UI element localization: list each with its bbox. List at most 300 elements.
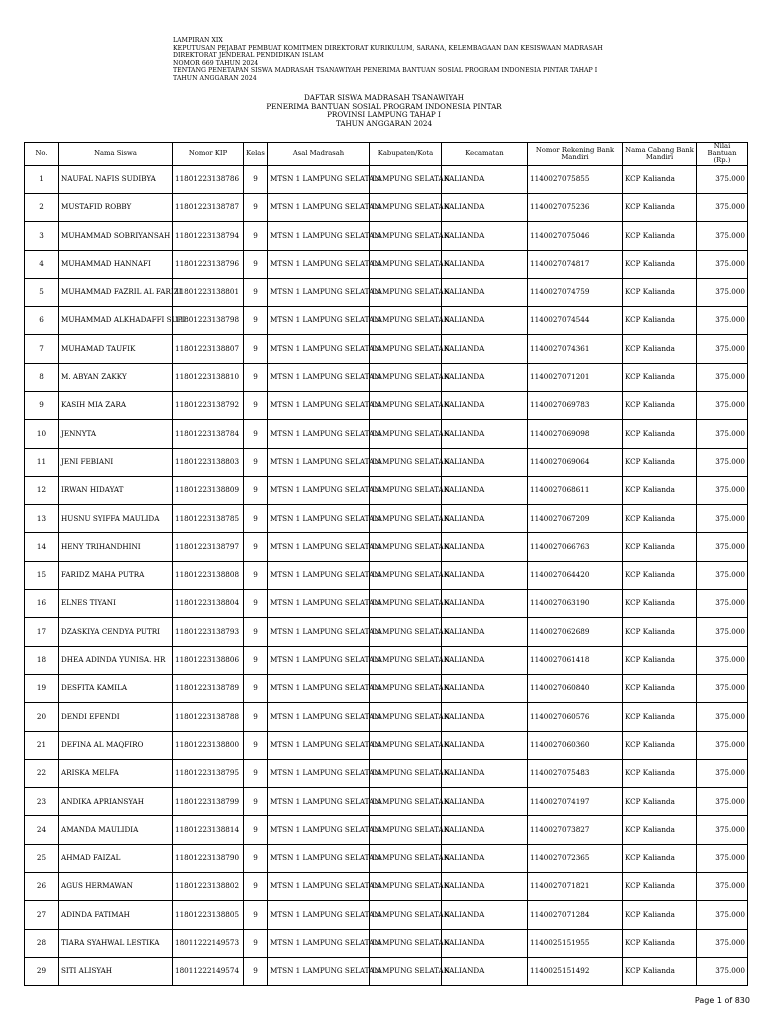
table-header-row: [25, 143, 748, 166]
cell-cabang: KCP Kalianda: [623, 448, 697, 476]
table-row: [25, 674, 748, 702]
cell-kip: 11801223138809: [173, 476, 244, 504]
cell-madrasah: MTSN 1 LAMPUNG SELATAN: [268, 222, 370, 250]
cell-kelas: 9: [244, 929, 268, 957]
cell-no: 22: [25, 759, 59, 787]
cell-nama: JENI FEBIANI: [59, 448, 173, 476]
cell-rekening: 1140027069783: [528, 391, 623, 419]
cell-cabang: KCP Kalianda: [623, 250, 697, 278]
cell-kecamatan: KALIANDA: [442, 901, 528, 929]
cell-rekening: 1140027075483: [528, 759, 623, 787]
cell-kabupaten: LAMPUNG SELATAN: [370, 278, 442, 306]
cell-kabupaten: LAMPUNG SELATAN: [370, 335, 442, 363]
table-row: [25, 759, 748, 787]
cell-madrasah: MTSN 1 LAMPUNG SELATAN: [268, 703, 370, 731]
cell-nama: DHEA ADINDA YUNISA. HR: [59, 646, 173, 674]
table-row: [25, 391, 748, 419]
cell-no: 24: [25, 816, 59, 844]
cell-kip: 11801223138784: [173, 420, 244, 448]
cell-no: 2: [25, 193, 59, 221]
cell-rekening: 1140025151955: [528, 929, 623, 957]
cell-nilai: 375.000: [697, 222, 748, 250]
cell-kelas: 9: [244, 618, 268, 646]
cell-kelas: 9: [244, 703, 268, 731]
cell-rekening: 1140027060360: [528, 731, 623, 759]
title-line: PENERIMA BANTUAN SOSIAL PROGRAM INDONESIA PINTAR: [266, 101, 502, 111]
cell-kip: 11801223138794: [173, 222, 244, 250]
cell-kecamatan: KALIANDA: [442, 957, 528, 985]
cell-no: 16: [25, 590, 59, 618]
cell-kip: 11801223138800: [173, 731, 244, 759]
cell-kelas: 9: [244, 844, 268, 872]
cell-cabang: KCP Kalianda: [623, 816, 697, 844]
cell-nama: MUHAMMAD HANNAFI: [59, 250, 173, 278]
cell-kabupaten: LAMPUNG SELATAN: [370, 618, 442, 646]
cell-kecamatan: KALIANDA: [442, 929, 528, 957]
cell-kabupaten: LAMPUNG SELATAN: [370, 901, 442, 929]
cell-cabang: KCP Kalianda: [623, 957, 697, 985]
cell-nilai: 375.000: [697, 476, 748, 504]
cell-kabupaten: LAMPUNG SELATAN: [370, 816, 442, 844]
cell-madrasah: MTSN 1 LAMPUNG SELATAN: [268, 957, 370, 985]
cell-madrasah: MTSN 1 LAMPUNG SELATAN: [268, 731, 370, 759]
cell-kip: 11801223138798: [173, 307, 244, 335]
cell-no: 27: [25, 901, 59, 929]
table-row: [25, 335, 748, 363]
cell-rekening: 1140027069064: [528, 448, 623, 476]
cell-kecamatan: KALIANDA: [442, 759, 528, 787]
cell-kabupaten: LAMPUNG SELATAN: [370, 674, 442, 702]
cell-kip: 11801223138789: [173, 674, 244, 702]
cell-no: 9: [25, 391, 59, 419]
cell-kelas: 9: [244, 476, 268, 504]
cell-madrasah: MTSN 1 LAMPUNG SELATAN: [268, 505, 370, 533]
cell-rekening: 1140027063190: [528, 590, 623, 618]
cell-nilai: 375.000: [697, 391, 748, 419]
cell-nama: SITI ALISYAH: [59, 957, 173, 985]
cell-rekening: 1140027074817: [528, 250, 623, 278]
cell-kelas: 9: [244, 250, 268, 278]
cell-rekening: 1140027074544: [528, 307, 623, 335]
cell-nama: NAUFAL NAFIS SUDIBYA: [59, 165, 173, 193]
header-line: KEPUTUSAN PEJABAT PEMBUAT KOMITMEN DIREKTORAT KURIKULUM, SARANA, KELEMBAGAAN DAN KESISWAAN MADRASAH: [173, 44, 603, 52]
cell-kecamatan: KALIANDA: [442, 844, 528, 872]
cell-nama: HENY TRIHANDHINI: [59, 533, 173, 561]
cell-cabang: KCP Kalianda: [623, 363, 697, 391]
cell-nilai: 375.000: [697, 165, 748, 193]
cell-nama: FARIDZ MAHA PUTRA: [59, 561, 173, 589]
cell-kip: 11801223138806: [173, 646, 244, 674]
cell-no: 7: [25, 335, 59, 363]
cell-nilai: 375.000: [697, 448, 748, 476]
cell-kelas: 9: [244, 590, 268, 618]
cell-kecamatan: KALIANDA: [442, 420, 528, 448]
cell-rekening: 1140027069098: [528, 420, 623, 448]
table-row: [25, 646, 748, 674]
cell-cabang: KCP Kalianda: [623, 476, 697, 504]
cell-no: 15: [25, 561, 59, 589]
cell-kecamatan: KALIANDA: [442, 703, 528, 731]
cell-cabang: KCP Kalianda: [623, 193, 697, 221]
header-line: LAMPIRAN XIX: [173, 37, 223, 44]
table-row: [25, 788, 748, 816]
cell-rekening: 1140027064420: [528, 561, 623, 589]
cell-cabang: KCP Kalianda: [623, 505, 697, 533]
table-row: [25, 476, 748, 504]
cell-nilai: 375.000: [697, 533, 748, 561]
cell-no: 1: [25, 165, 59, 193]
cell-no: 23: [25, 788, 59, 816]
cell-kecamatan: KALIANDA: [442, 533, 528, 561]
cell-no: 13: [25, 505, 59, 533]
cell-kabupaten: LAMPUNG SELATAN: [370, 476, 442, 504]
cell-madrasah: MTSN 1 LAMPUNG SELATAN: [268, 533, 370, 561]
cell-cabang: KCP Kalianda: [623, 590, 697, 618]
col-header-no: No.: [25, 143, 59, 166]
cell-nilai: 375.000: [697, 505, 748, 533]
cell-kelas: 9: [244, 646, 268, 674]
cell-kelas: 9: [244, 193, 268, 221]
col-header-kecamatan: Kecamatan: [442, 143, 528, 166]
cell-nilai: 375.000: [697, 844, 748, 872]
cell-madrasah: MTSN 1 LAMPUNG SELATAN: [268, 901, 370, 929]
cell-nilai: 375.000: [697, 901, 748, 929]
cell-kecamatan: KALIANDA: [442, 448, 528, 476]
cell-madrasah: MTSN 1 LAMPUNG SELATAN: [268, 873, 370, 901]
cell-kecamatan: KALIANDA: [442, 505, 528, 533]
table-row: [25, 873, 748, 901]
cell-nama: MUSTAFID ROBBY: [59, 193, 173, 221]
table-row: [25, 448, 748, 476]
cell-cabang: KCP Kalianda: [623, 901, 697, 929]
cell-no: 14: [25, 533, 59, 561]
cell-madrasah: MTSN 1 LAMPUNG SELATAN: [268, 476, 370, 504]
cell-nilai: 375.000: [697, 590, 748, 618]
cell-nama: DEFINA AL MAQFIRO: [59, 731, 173, 759]
cell-kip: 11801223138787: [173, 193, 244, 221]
table-row: [25, 420, 748, 448]
cell-no: 19: [25, 674, 59, 702]
cell-cabang: KCP Kalianda: [623, 307, 697, 335]
cell-kelas: 9: [244, 533, 268, 561]
cell-cabang: KCP Kalianda: [623, 391, 697, 419]
cell-nama: AMANDA MAULIDIA: [59, 816, 173, 844]
cell-rekening: 1140027061418: [528, 646, 623, 674]
cell-cabang: KCP Kalianda: [623, 674, 697, 702]
col-header-kip: Nomor KIP: [173, 143, 244, 166]
cell-kecamatan: KALIANDA: [442, 561, 528, 589]
cell-kelas: 9: [244, 278, 268, 306]
cell-kabupaten: LAMPUNG SELATAN: [370, 731, 442, 759]
cell-nama: DESFITA KAMILA: [59, 674, 173, 702]
cell-madrasah: MTSN 1 LAMPUNG SELATAN: [268, 278, 370, 306]
cell-kip: 18011222149574: [173, 957, 244, 985]
cell-nilai: 375.000: [697, 420, 748, 448]
cell-nilai: 375.000: [697, 816, 748, 844]
cell-no: 3: [25, 222, 59, 250]
cell-no: 11: [25, 448, 59, 476]
cell-kabupaten: LAMPUNG SELATAN: [370, 448, 442, 476]
table-row: [25, 731, 748, 759]
col-header-nama: Nama Siswa: [59, 143, 173, 166]
header-line: DIREKTORAT JENDERAL PENDIDIKAN ISLAM: [173, 52, 324, 60]
cell-kelas: 9: [244, 816, 268, 844]
cell-nama: HUSNU SYIFFA MAULIDA: [59, 505, 173, 533]
cell-nama: MUHAMMAD FAZRIL AL FARIZI: [59, 278, 173, 306]
cell-kabupaten: LAMPUNG SELATAN: [370, 505, 442, 533]
cell-no: 21: [25, 731, 59, 759]
table-row: [25, 165, 748, 193]
cell-no: 28: [25, 929, 59, 957]
cell-kelas: 9: [244, 391, 268, 419]
col-header-madrasah: Asal Madrasah: [268, 143, 370, 166]
cell-nilai: 375.000: [697, 307, 748, 335]
cell-kecamatan: KALIANDA: [442, 731, 528, 759]
document-title: [0, 94, 768, 128]
table-row: [25, 193, 748, 221]
cell-no: 6: [25, 307, 59, 335]
cell-cabang: KCP Kalianda: [623, 788, 697, 816]
header-line: TENTANG PENETAPAN SISWA MADRASAH TSANAWIYAH PENERIMA BANTUAN SOSIAL PROGRAM INDONESIA PINTAR TAHAP I: [173, 67, 598, 75]
cell-kip: 11801223138814: [173, 816, 244, 844]
cell-no: 20: [25, 703, 59, 731]
cell-kip: 11801223138805: [173, 901, 244, 929]
cell-nilai: 375.000: [697, 646, 748, 674]
cell-cabang: KCP Kalianda: [623, 873, 697, 901]
cell-kecamatan: KALIANDA: [442, 618, 528, 646]
table-row: [25, 250, 748, 278]
table-row: [25, 533, 748, 561]
cell-rekening: 1140027071284: [528, 901, 623, 929]
cell-nama: AHMAD FAIZAL: [59, 844, 173, 872]
cell-nilai: 375.000: [697, 788, 748, 816]
title-line: TAHUN ANGGARAN 2024: [335, 118, 433, 128]
cell-cabang: KCP Kalianda: [623, 703, 697, 731]
cell-kecamatan: KALIANDA: [442, 250, 528, 278]
cell-kecamatan: KALIANDA: [442, 816, 528, 844]
cell-no: 5: [25, 278, 59, 306]
table-row: [25, 844, 748, 872]
cell-kip: 11801223138785: [173, 505, 244, 533]
cell-madrasah: MTSN 1 LAMPUNG SELATAN: [268, 759, 370, 787]
cell-nama: TIARA SYAHWAL LESTIKA: [59, 929, 173, 957]
cell-madrasah: MTSN 1 LAMPUNG SELATAN: [268, 193, 370, 221]
cell-cabang: KCP Kalianda: [623, 646, 697, 674]
cell-kecamatan: KALIANDA: [442, 278, 528, 306]
cell-kecamatan: KALIANDA: [442, 788, 528, 816]
cell-rekening: 1140027067209: [528, 505, 623, 533]
cell-nama: DZASKIYA CENDYA PUTRI: [59, 618, 173, 646]
cell-no: 12: [25, 476, 59, 504]
cell-kelas: 9: [244, 363, 268, 391]
cell-kelas: 9: [244, 731, 268, 759]
cell-cabang: KCP Kalianda: [623, 731, 697, 759]
cell-kip: 11801223138810: [173, 363, 244, 391]
cell-kecamatan: KALIANDA: [442, 590, 528, 618]
cell-kabupaten: LAMPUNG SELATAN: [370, 561, 442, 589]
col-header-rekening: Nomor Rekening Bank Mandiri: [528, 143, 623, 166]
cell-kabupaten: LAMPUNG SELATAN: [370, 307, 442, 335]
cell-nama: ARISKA MELFA: [59, 759, 173, 787]
header-line: NOMOR 669 TAHUN 2024: [173, 59, 259, 67]
cell-nilai: 375.000: [697, 278, 748, 306]
cell-kelas: 9: [244, 448, 268, 476]
cell-kabupaten: LAMPUNG SELATAN: [370, 165, 442, 193]
cell-kabupaten: LAMPUNG SELATAN: [370, 646, 442, 674]
table-row: [25, 703, 748, 731]
cell-kip: 11801223138797: [173, 533, 244, 561]
cell-madrasah: MTSN 1 LAMPUNG SELATAN: [268, 788, 370, 816]
cell-cabang: KCP Kalianda: [623, 420, 697, 448]
cell-rekening: 1140025151492: [528, 957, 623, 985]
cell-nama: JENNYTA: [59, 420, 173, 448]
table-row: [25, 278, 748, 306]
cell-kabupaten: LAMPUNG SELATAN: [370, 929, 442, 957]
table-row: [25, 901, 748, 929]
cell-nama: IRWAN HIDAYAT: [59, 476, 173, 504]
cell-kip: 11801223138801: [173, 278, 244, 306]
cell-rekening: 1140027074361: [528, 335, 623, 363]
cell-rekening: 1140027075855: [528, 165, 623, 193]
title-line: PROVINSI LAMPUNG TAHAP I: [327, 110, 441, 120]
table-row: [25, 561, 748, 589]
cell-kelas: 9: [244, 165, 268, 193]
cell-nilai: 375.000: [697, 703, 748, 731]
cell-kelas: 9: [244, 505, 268, 533]
cell-madrasah: MTSN 1 LAMPUNG SELATAN: [268, 618, 370, 646]
cell-kabupaten: LAMPUNG SELATAN: [370, 590, 442, 618]
col-header-cabang: Nama Cabang Bank Mandiri: [623, 143, 697, 166]
cell-nama: ANDIKA APRIANSYAH: [59, 788, 173, 816]
cell-nama: M. ABYAN ZAKKY: [59, 363, 173, 391]
cell-kecamatan: KALIANDA: [442, 646, 528, 674]
cell-madrasah: MTSN 1 LAMPUNG SELATAN: [268, 448, 370, 476]
cell-madrasah: MTSN 1 LAMPUNG SELATAN: [268, 816, 370, 844]
cell-madrasah: MTSN 1 LAMPUNG SELATAN: [268, 844, 370, 872]
cell-nilai: 375.000: [697, 759, 748, 787]
cell-madrasah: MTSN 1 LAMPUNG SELATAN: [268, 391, 370, 419]
cell-kabupaten: LAMPUNG SELATAN: [370, 222, 442, 250]
cell-kelas: 9: [244, 674, 268, 702]
cell-rekening: 1140027072365: [528, 844, 623, 872]
cell-nama: MUHAMMAD SOBRIYANSAH: [59, 222, 173, 250]
cell-no: 26: [25, 873, 59, 901]
cell-nilai: 375.000: [697, 674, 748, 702]
cell-kecamatan: KALIANDA: [442, 476, 528, 504]
cell-nama: DENDI EFENDI: [59, 703, 173, 731]
cell-kecamatan: KALIANDA: [442, 222, 528, 250]
cell-kip: 11801223138790: [173, 844, 244, 872]
cell-no: 17: [25, 618, 59, 646]
header-line: TAHUN ANGGARAN 2024: [173, 74, 257, 82]
table-row: [25, 618, 748, 646]
cell-kip: 11801223138804: [173, 590, 244, 618]
cell-kip: 11801223138807: [173, 335, 244, 363]
cell-cabang: KCP Kalianda: [623, 533, 697, 561]
cell-madrasah: MTSN 1 LAMPUNG SELATAN: [268, 250, 370, 278]
table-row: [25, 363, 748, 391]
cell-kabupaten: LAMPUNG SELATAN: [370, 363, 442, 391]
cell-rekening: 1140027074197: [528, 788, 623, 816]
cell-kecamatan: KALIANDA: [442, 335, 528, 363]
table-row: [25, 307, 748, 335]
cell-nilai: 375.000: [697, 731, 748, 759]
cell-nilai: 375.000: [697, 561, 748, 589]
cell-madrasah: MTSN 1 LAMPUNG SELATAN: [268, 590, 370, 618]
cell-madrasah: MTSN 1 LAMPUNG SELATAN: [268, 646, 370, 674]
cell-madrasah: MTSN 1 LAMPUNG SELATAN: [268, 674, 370, 702]
cell-nilai: 375.000: [697, 250, 748, 278]
cell-kelas: 9: [244, 759, 268, 787]
cell-kelas: 9: [244, 307, 268, 335]
cell-nama: MUHAMMAD ALKHADAFFI SUPI: [59, 307, 173, 335]
cell-nilai: 375.000: [697, 873, 748, 901]
cell-kabupaten: LAMPUNG SELATAN: [370, 788, 442, 816]
cell-no: 8: [25, 363, 59, 391]
cell-cabang: KCP Kalianda: [623, 844, 697, 872]
cell-no: 4: [25, 250, 59, 278]
cell-cabang: KCP Kalianda: [623, 165, 697, 193]
cell-kecamatan: KALIANDA: [442, 165, 528, 193]
cell-kabupaten: LAMPUNG SELATAN: [370, 250, 442, 278]
cell-nilai: 375.000: [697, 193, 748, 221]
cell-nilai: 375.000: [697, 335, 748, 363]
table-row: [25, 929, 748, 957]
cell-nama: ADINDA FATIMAH: [59, 901, 173, 929]
cell-nilai: 375.000: [697, 929, 748, 957]
cell-kip: 11801223138793: [173, 618, 244, 646]
cell-kabupaten: LAMPUNG SELATAN: [370, 844, 442, 872]
cell-kelas: 9: [244, 222, 268, 250]
cell-nilai: 375.000: [697, 363, 748, 391]
col-header-kelas: Kelas: [244, 143, 268, 166]
table-row: [25, 590, 748, 618]
cell-no: 29: [25, 957, 59, 985]
cell-rekening: 1140027071821: [528, 873, 623, 901]
cell-rekening: 1140027062689: [528, 618, 623, 646]
cell-cabang: KCP Kalianda: [623, 335, 697, 363]
cell-madrasah: MTSN 1 LAMPUNG SELATAN: [268, 929, 370, 957]
table-row: [25, 222, 748, 250]
cell-cabang: KCP Kalianda: [623, 222, 697, 250]
document-header: [173, 37, 733, 83]
cell-kip: 11801223138792: [173, 391, 244, 419]
cell-kip: 11801223138796: [173, 250, 244, 278]
cell-cabang: KCP Kalianda: [623, 759, 697, 787]
cell-rekening: 1140027075236: [528, 193, 623, 221]
cell-rekening: 1140027060840: [528, 674, 623, 702]
col-header-nilai: Nilai Bantuan (Rp.): [697, 143, 748, 166]
cell-kabupaten: LAMPUNG SELATAN: [370, 873, 442, 901]
cell-kabupaten: LAMPUNG SELATAN: [370, 759, 442, 787]
cell-kelas: 9: [244, 420, 268, 448]
cell-no: 25: [25, 844, 59, 872]
table-row: [25, 957, 748, 985]
student-table: [24, 142, 748, 986]
cell-cabang: KCP Kalianda: [623, 278, 697, 306]
cell-madrasah: MTSN 1 LAMPUNG SELATAN: [268, 420, 370, 448]
cell-kecamatan: KALIANDA: [442, 873, 528, 901]
cell-kecamatan: KALIANDA: [442, 674, 528, 702]
cell-madrasah: MTSN 1 LAMPUNG SELATAN: [268, 307, 370, 335]
cell-kip: 11801223138788: [173, 703, 244, 731]
cell-kabupaten: LAMPUNG SELATAN: [370, 391, 442, 419]
cell-kelas: 9: [244, 561, 268, 589]
table-row: [25, 505, 748, 533]
cell-kabupaten: LAMPUNG SELATAN: [370, 193, 442, 221]
cell-nilai: 375.000: [697, 957, 748, 985]
cell-rekening: 1140027068611: [528, 476, 623, 504]
